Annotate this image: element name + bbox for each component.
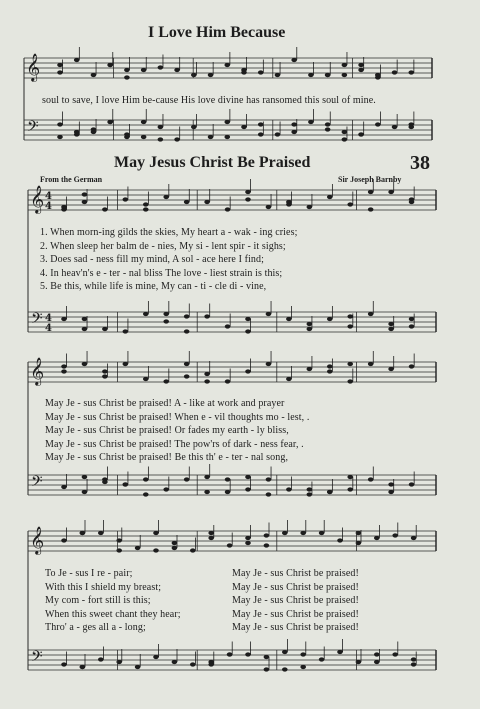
- treble-note: [409, 364, 415, 368]
- treble-note: [325, 73, 331, 77]
- treble-note: [327, 195, 333, 199]
- bass-note: [224, 135, 230, 139]
- treble-note: [291, 58, 297, 62]
- treble-note: [82, 200, 88, 204]
- bass-note: [392, 652, 398, 656]
- time-signature-bottom: 4: [45, 323, 52, 334]
- lyric-line: 2. When sleep her balm de - nies, My si - lent spir - it sighs;: [40, 240, 286, 252]
- bass-clef: 𝄢: [31, 648, 43, 669]
- time-signature-bottom: 4: [45, 201, 52, 212]
- treble-clef: 𝄞: [26, 53, 41, 81]
- treble-note: [143, 377, 149, 381]
- treble-note: [245, 541, 251, 545]
- treble-note: [225, 207, 231, 211]
- bass-note: [124, 132, 130, 136]
- treble-note: [282, 531, 288, 535]
- bass-note: [375, 122, 381, 126]
- treble-note: [307, 205, 313, 209]
- treble-note: [225, 379, 231, 383]
- bass-note: [374, 660, 380, 664]
- treble-note: [388, 367, 394, 371]
- previous-hymn-title: I Love Him Because: [148, 24, 286, 41]
- time-signature-top: 4: [45, 191, 52, 202]
- bass-note: [184, 329, 190, 333]
- bass-note: [153, 655, 159, 659]
- bass-note: [184, 314, 190, 318]
- treble-note: [375, 73, 381, 77]
- treble-note: [80, 531, 86, 535]
- treble-note: [266, 205, 272, 209]
- treble-note: [61, 205, 67, 209]
- treble-note: [245, 369, 251, 373]
- treble-note: [61, 538, 67, 542]
- lyric-line: Thro' a - ges all a - long;: [45, 622, 146, 633]
- bass-note: [57, 122, 63, 126]
- treble-note: [266, 362, 272, 366]
- treble-note: [102, 369, 108, 373]
- lyric-line: With this I shield my breast;: [45, 581, 162, 593]
- treble-note: [190, 548, 196, 552]
- bass-note: [319, 657, 325, 661]
- bass-note: [342, 137, 348, 141]
- bass-note: [286, 317, 292, 321]
- hymn-title: May Jesus Christ Be Praised: [114, 154, 311, 171]
- treble-note: [337, 538, 343, 542]
- treble-note: [368, 207, 374, 211]
- treble-note: [347, 379, 353, 383]
- bass-note: [61, 485, 67, 489]
- treble-note: [141, 68, 147, 72]
- lyric-line: May Je - sus Christ be praised!: [232, 608, 359, 620]
- bass-note: [291, 130, 297, 134]
- bass-clef: 𝄢: [27, 118, 39, 139]
- treble-note: [91, 73, 97, 77]
- bass-note: [368, 312, 374, 316]
- bass-note: [143, 492, 149, 496]
- bass-note: [358, 132, 364, 136]
- bass-note: [74, 130, 80, 134]
- bass-note: [266, 312, 272, 316]
- bass-note: [143, 312, 149, 316]
- treble-note: [245, 190, 251, 194]
- lyric-line: When this sweet chant they hear;: [45, 608, 181, 620]
- treble-note: [163, 379, 169, 383]
- treble-note: [82, 192, 88, 196]
- treble-note: [392, 533, 398, 537]
- bass-note: [225, 477, 231, 481]
- treble-note: [224, 63, 230, 67]
- treble-note: [61, 369, 67, 373]
- bass-note: [245, 317, 251, 321]
- treble-note: [107, 63, 113, 67]
- treble-note: [124, 75, 130, 79]
- bass-note: [245, 475, 251, 479]
- bass-note: [174, 137, 180, 141]
- bass-note: [411, 657, 417, 661]
- treble-note: [102, 374, 108, 378]
- hymn-source: From the German: [40, 175, 103, 184]
- bass-note: [82, 490, 88, 494]
- treble-note: [74, 58, 80, 62]
- treble-note: [408, 70, 414, 74]
- treble-note: [184, 374, 190, 378]
- bass-note: [411, 662, 417, 666]
- bass-note: [347, 324, 353, 328]
- bass-note: [258, 122, 264, 126]
- treble-note: [392, 70, 398, 74]
- treble-note: [368, 362, 374, 366]
- bass-note: [266, 492, 272, 496]
- treble-note: [241, 70, 247, 74]
- bass-note: [300, 665, 306, 669]
- bass-note: [61, 317, 67, 321]
- treble-clef: 𝄞: [30, 185, 45, 213]
- treble-clef: 𝄞: [30, 357, 45, 385]
- treble-note: [327, 369, 333, 373]
- bass-note: [308, 120, 314, 124]
- bass-note: [82, 475, 88, 479]
- treble-note: [245, 536, 251, 540]
- treble-note: [57, 70, 63, 74]
- lyric-line: May Je - sus Christ be praised!: [232, 595, 359, 606]
- bass-note: [204, 475, 210, 479]
- treble-note: [388, 190, 394, 194]
- treble-note: [286, 200, 292, 204]
- treble-note: [158, 65, 164, 69]
- treble-note: [208, 73, 214, 77]
- bass-note: [208, 135, 214, 139]
- bass-note: [163, 319, 169, 323]
- treble-note: [153, 531, 159, 535]
- bass-note: [158, 137, 164, 141]
- lyric-line: May Je - sus Christ be praised! The pow'rs of dark - ness fear, .: [45, 438, 304, 450]
- bass-note: [388, 327, 394, 331]
- treble-note: [123, 197, 129, 201]
- bass-note: [225, 490, 231, 494]
- bass-note: [82, 317, 88, 321]
- lyric-line: May Je - sus Christ be praised!: [232, 568, 359, 579]
- treble-note: [153, 548, 159, 552]
- treble-note: [227, 543, 233, 547]
- bass-note: [191, 125, 197, 129]
- lyric-line: May Je - sus Christ be praised! When e - vil thoughts mo - lest, .: [45, 411, 310, 423]
- lyric-line: 3. Does sad - ness fill my mind, A sol - ace here I find;: [40, 254, 264, 265]
- bass-note: [204, 314, 210, 318]
- bass-note: [123, 329, 129, 333]
- hymn-number: 38: [410, 152, 430, 174]
- treble-note: [82, 362, 88, 366]
- bass-note: [307, 327, 313, 331]
- bass-note: [208, 660, 214, 664]
- treble-note: [98, 531, 104, 535]
- bass-note: [409, 482, 415, 486]
- previous-hymn-lyric: soul to save, I love Him be-cause His love divine has ransomed this soul of mine.: [42, 95, 376, 106]
- treble-note: [204, 372, 210, 376]
- treble-note: [300, 531, 306, 535]
- bass-clef: 𝄢: [31, 310, 43, 331]
- bass-note: [307, 492, 313, 496]
- treble-note: [264, 533, 270, 537]
- bass-note: [98, 657, 104, 661]
- treble-note: [358, 63, 364, 67]
- treble-note: [275, 73, 281, 77]
- treble-clef: 𝄞: [30, 526, 45, 554]
- treble-note: [163, 195, 169, 199]
- bass-note: [224, 120, 230, 124]
- lyric-line: May Je - sus Christ be praised!: [232, 581, 359, 593]
- treble-note: [258, 70, 264, 74]
- bass-note: [368, 477, 374, 481]
- bass-note: [172, 660, 178, 664]
- treble-note: [409, 200, 415, 204]
- bass-note: [286, 487, 292, 491]
- lyric-line: To Je - sus I re - pair;: [45, 568, 133, 579]
- treble-note: [143, 207, 149, 211]
- bass-note: [307, 487, 313, 491]
- bass-note: [291, 122, 297, 126]
- bass-note: [409, 324, 415, 328]
- bass-note: [266, 477, 272, 481]
- treble-note: [208, 531, 214, 535]
- bass-note: [347, 487, 353, 491]
- bass-note: [408, 125, 414, 129]
- treble-note: [123, 362, 129, 366]
- bass-note: [82, 327, 88, 331]
- lyric-line: My com - fort still is this;: [45, 595, 151, 606]
- bass-note: [342, 130, 348, 134]
- bass-note: [225, 324, 231, 328]
- treble-note: [327, 364, 333, 368]
- bass-note: [258, 132, 264, 136]
- bass-note: [347, 475, 353, 479]
- treble-note: [342, 63, 348, 67]
- bass-note: [337, 650, 343, 654]
- bass-note: [282, 667, 288, 671]
- treble-note: [347, 362, 353, 366]
- bass-note: [264, 667, 270, 671]
- hymn-composer: Sir Joseph Barnby: [338, 175, 402, 184]
- treble-note: [358, 68, 364, 72]
- bass-note: [275, 132, 281, 136]
- bass-note: [204, 490, 210, 494]
- treble-note: [61, 364, 67, 368]
- bass-note: [80, 665, 86, 669]
- treble-note: [264, 543, 270, 547]
- bass-note: [135, 665, 141, 669]
- bass-note: [388, 490, 394, 494]
- bass-note: [107, 120, 113, 124]
- lyric-line: May Je - sus Christ be praised! A - like at work and prayer: [45, 398, 285, 409]
- treble-note: [308, 73, 314, 77]
- bass-note: [327, 317, 333, 321]
- time-signature-top: 4: [45, 313, 52, 324]
- treble-note: [184, 362, 190, 366]
- bass-note: [282, 650, 288, 654]
- bass-note: [102, 480, 108, 484]
- lyric-line: 1. When morn-ing gilds the skies, My heart a - wak - ing cries;: [40, 227, 298, 238]
- bass-note: [102, 327, 108, 331]
- lyric-line: May Je - sus Christ be praised!: [232, 622, 359, 633]
- bass-note: [141, 120, 147, 124]
- bass-note: [307, 322, 313, 326]
- bass-note: [143, 477, 149, 481]
- lyric-line: May Je - sus Christ be praised! Or fades my earth - ly bliss,: [45, 425, 289, 436]
- treble-note: [204, 200, 210, 204]
- bass-note: [61, 662, 67, 666]
- bass-note: [158, 125, 164, 129]
- bass-note: [241, 125, 247, 129]
- lyric-line: 4. In heav'n's e - ter - nal bliss The love - liest strain is this;: [40, 267, 283, 279]
- treble-note: [174, 68, 180, 72]
- treble-note: [204, 379, 210, 383]
- bass-note: [141, 135, 147, 139]
- lyric-line: 5. Be this, while life is mine, My can - ti - cle di - vine,: [40, 281, 267, 292]
- bass-note: [347, 314, 353, 318]
- treble-note: [342, 73, 348, 77]
- bass-note: [409, 317, 415, 321]
- bass-note: [57, 135, 63, 139]
- treble-note: [124, 68, 130, 72]
- bass-note: [300, 652, 306, 656]
- treble-note: [374, 536, 380, 540]
- treble-note: [143, 202, 149, 206]
- treble-note: [347, 202, 353, 206]
- treble-note: [135, 546, 141, 550]
- bass-clef: 𝄢: [31, 473, 43, 494]
- treble-note: [172, 546, 178, 550]
- treble-note: [208, 536, 214, 540]
- bass-note: [264, 655, 270, 659]
- bass-note: [245, 652, 251, 656]
- bass-note: [245, 487, 251, 491]
- treble-note: [57, 63, 63, 67]
- bass-note: [327, 490, 333, 494]
- treble-note: [172, 541, 178, 545]
- bass-note: [123, 482, 129, 486]
- bass-note: [388, 322, 394, 326]
- treble-note: [307, 367, 313, 371]
- bass-note: [163, 487, 169, 491]
- treble-note: [245, 197, 251, 201]
- treble-note: [191, 73, 197, 77]
- bass-note: [245, 329, 251, 333]
- bass-note: [325, 122, 331, 126]
- bass-note: [392, 125, 398, 129]
- treble-note: [184, 200, 190, 204]
- bass-note: [388, 482, 394, 486]
- treble-note: [368, 190, 374, 194]
- treble-note: [286, 377, 292, 381]
- bass-note: [325, 127, 331, 131]
- treble-note: [411, 536, 417, 540]
- treble-note: [102, 207, 108, 211]
- bass-note: [163, 312, 169, 316]
- bass-note: [91, 127, 97, 131]
- bass-note: [227, 652, 233, 656]
- bass-note: [184, 477, 190, 481]
- treble-note: [319, 531, 325, 535]
- bass-note: [374, 652, 380, 656]
- lyric-line: May Je - sus Christ be praised! Be this th' e - ter - nal song,: [45, 452, 289, 463]
- bass-note: [190, 662, 196, 666]
